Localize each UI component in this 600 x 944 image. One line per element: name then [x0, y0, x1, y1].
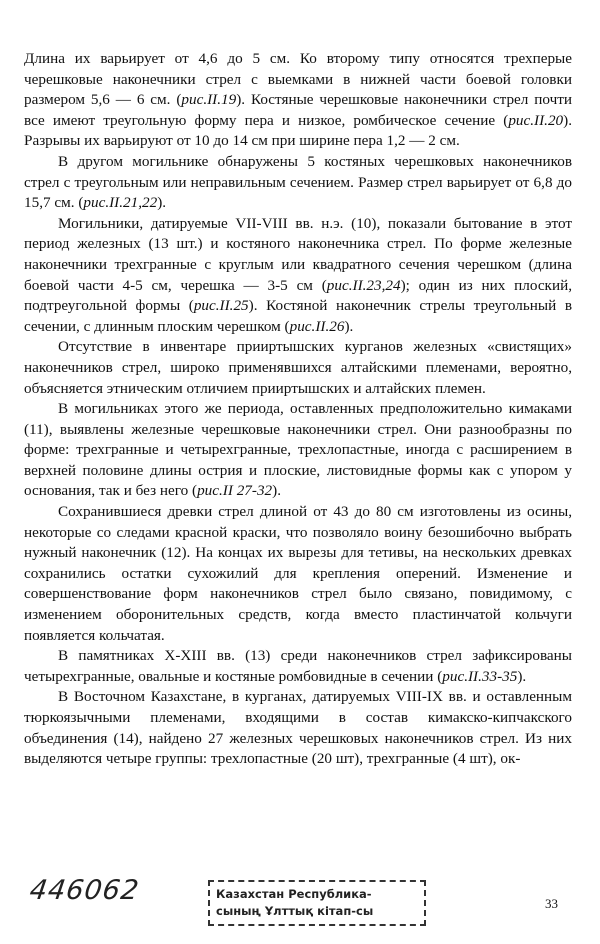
handwritten-inventory-number: 446062 [27, 875, 142, 906]
figure-reference: рис.II.21,22 [83, 194, 158, 212]
figure-reference: рис.II.33-35 [442, 667, 518, 685]
text-run: Могильники, датируемые VII-VIII вв. н.э. (10), показали бытование в этот период железных (13 шт.) и костяного наконечника стрел. По форме железные наконечники трехгранные с круглым или квадратного сечения черешком (длина боевой части 4-5 см, черешка — 3-5 см ( [24, 214, 572, 294]
paragraph [24, 152, 572, 214]
figure-reference: рис.II.20 [508, 111, 564, 129]
text-run: В памятниках X-XIII вв. (13) среди наконечников стрел зафиксированы четырехгранные, овальные и костяные ромбовидные в сечении ( [24, 647, 572, 685]
library-stamp [208, 880, 426, 926]
figure-reference: рис.II.23,24 [326, 276, 401, 294]
text-run: В другом могильнике обнаружены 5 костяных черешковых наконечников стрел с треугольным или неправильным сечением. Размер стрел варьирует от 6,8 до 15,7 см. ( [24, 152, 572, 212]
paragraph [24, 337, 572, 399]
text-run: ). [272, 482, 281, 500]
text-run: ). [344, 317, 354, 335]
paragraph [24, 214, 572, 338]
paragraph [24, 399, 572, 502]
page-number: 33 [545, 896, 558, 911]
paragraph [24, 502, 572, 646]
figure-reference: рис.II 27-32 [197, 482, 273, 500]
text-run: ). [157, 194, 167, 212]
text-run: ). Разрывы их варьируют от 10 до 14 см при ширине пера 1,2 — 2 см. [24, 111, 572, 150]
text-run: Длина их варьирует от 4,6 до 5 см. Ко второму типу относятся трехперые черешковые наконечники стрел с выемками в нижней части боевой головки размером 5,6 — 6 см. ( [24, 50, 572, 109]
figure-reference: рис.II.26 [289, 317, 345, 335]
stamp-line-1: Казахстан Республика- [216, 887, 372, 901]
stamp-line-2: сының Ұлттық кітап-сы [216, 904, 374, 918]
paragraph [24, 687, 572, 769]
text-run: ). Костяные черешковые наконечники стрел почти все имеют треугольную форму пера и низкое, ромбическое сечение ( [24, 91, 572, 129]
text-run: В могильниках этого же периода, оставленных предположительно кимаками (11), выявлены железные черешковые наконечники стрел. Они разнообразны по форме: трехгранные и четырехгранные, трехлопастные, иногда с расширением в верхней половине длины острия и плоские, листовидные формы как с упором у основания, так и без него ( [24, 400, 572, 500]
text-run: Отсутствие в инвентаре прииртышских курганов железных «свистящих» наконечников стрел, широко применявшихся алтайскими племенами, вероятно, объясняется этническим отличием прииртышских и алтайских племен. [24, 338, 572, 397]
text-run: Сохранившиеся древки стрел длиной от 43 до 80 см изготовлены из осины, некоторые со следами красной краски, что позволяло воину безошибочно выбрать нужный наконечник (12). На концах их вырезы для тетивы, на нескольких древках сохранились остатки сухожилий для крепления оперений. Изменение и совершенствование форм наконечников стрел было связано, повидимому, с изменением оборонительных средств, когда вместо пластинчатой кольчуги появляется кольчатая. [24, 503, 572, 644]
text-run: ). Костяной наконечник стрелы треугольный в сечении, с длинным плоским черешком ( [24, 297, 572, 335]
text-run: В Восточном Казахстане, в курганах, датируемых VIII-IX вв. и оставленным тюркоязычными племенами, входящими в состав кимакско-кипчакского объединения (14), найдено 27 железных черешковых наконечников стрел. Из них выделяются четыре группы: трехлопастные (20 шт), трехгранные (4 шт), ок- [24, 688, 572, 768]
paragraph [24, 646, 572, 687]
body-text [24, 49, 572, 770]
paragraph [24, 49, 572, 152]
figure-reference: рис.II.25 [193, 297, 249, 315]
figure-reference: рис.II.19 [181, 91, 237, 109]
text-run: ); один из них плоский, подтреугольной формы ( [24, 276, 572, 315]
text-run: ). [517, 667, 527, 685]
